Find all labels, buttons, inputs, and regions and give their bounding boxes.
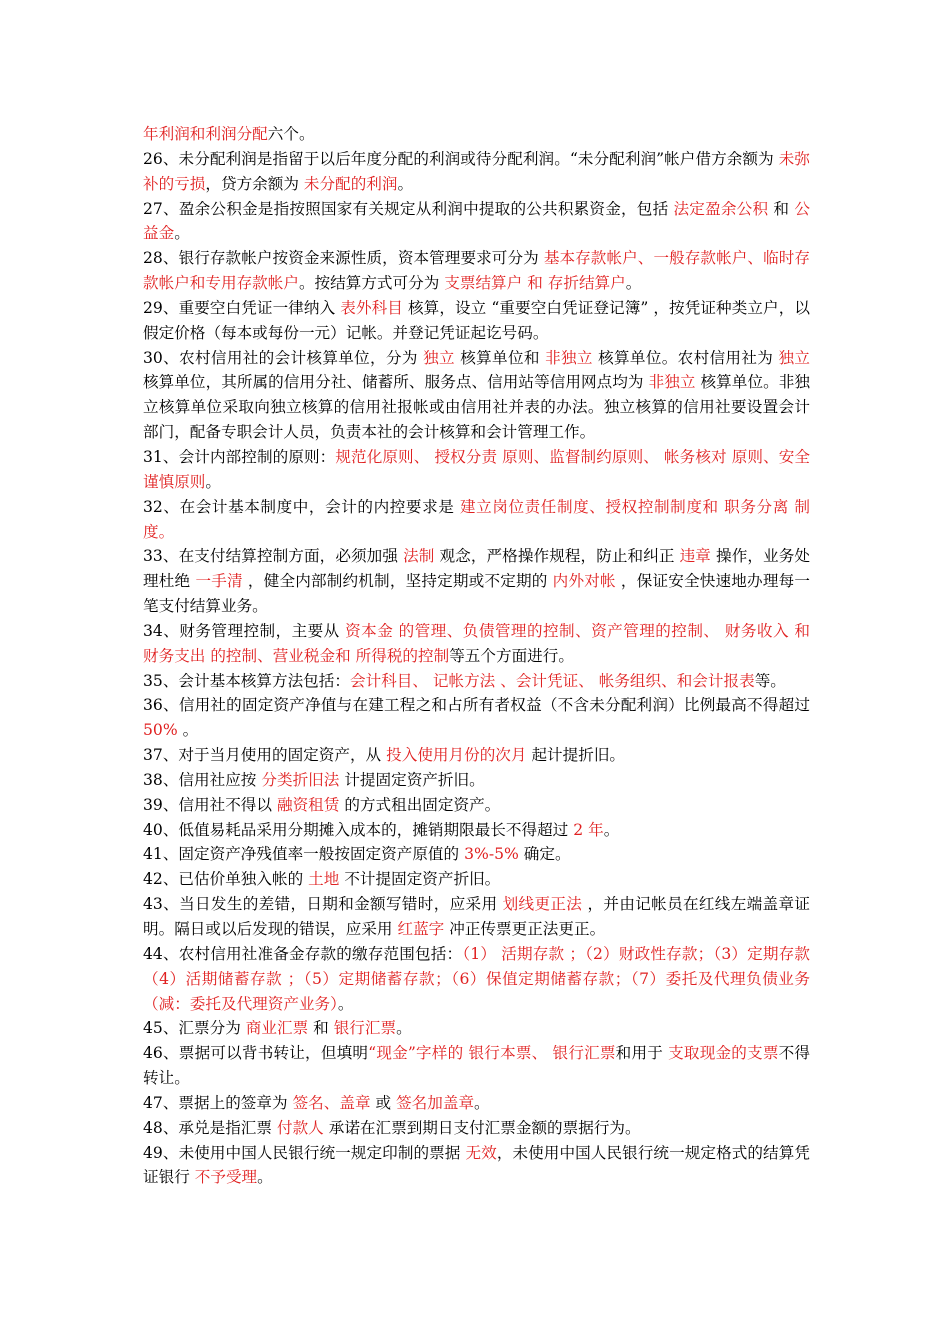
question-text: 核算单位。非独立核算单位采取向独立核算的信用社报帐或由信用社并表的办法。独立核算的信用社要设置会计部门，配备专职会计人员，负责本社的会计核算和会计管理工作。	[143, 373, 810, 442]
question-text: 36、信用社的固定资产净值与在建工程之和占所有者权益（不含未分配利润）比例最高不得超过	[143, 696, 810, 715]
question-text: 观念，严格操作规程，防止和纠正	[434, 547, 680, 566]
paragraph-12	[143, 743, 810, 768]
paragraph-17	[143, 867, 810, 892]
answer-text: 会计科目、 记帐方法 、会计凭证、 帐务组织、和会计报表	[349, 671, 755, 690]
answer-text: 存折结算户	[547, 274, 626, 293]
answer-text: 建立岗位责任制度、授权控制制度和 职务分离 制度。	[143, 497, 810, 541]
paragraph-10	[143, 669, 810, 694]
document-page	[143, 122, 810, 1190]
answer-text: 红蓝字	[397, 920, 445, 938]
answer-text: 土地	[308, 870, 340, 889]
question-text: 43、当日发生的差错，日期和金额写错时，应采用	[143, 895, 503, 914]
answer-text: 未分配的利润	[303, 174, 398, 193]
question-text: 35、会计基本核算方法包括：	[143, 671, 350, 690]
question-text: 33、在支付结算控制方面，必须加强	[143, 547, 404, 566]
question-text: 不得转让。	[143, 1044, 810, 1088]
paragraph-20	[143, 1016, 810, 1041]
answer-text: 投入使用月份的次月	[386, 746, 527, 765]
answer-text: 非独立	[648, 373, 696, 392]
paragraph-15	[143, 818, 810, 843]
question-text: 冲正传票更正法更正。	[444, 920, 606, 938]
answer-text: 无效	[465, 1143, 497, 1162]
answer-text: 非独立	[545, 348, 593, 367]
question-text: 等五个方面进行。	[449, 646, 574, 665]
answer-text: 违章	[679, 547, 711, 566]
paragraph-5	[143, 346, 810, 445]
question-text: 和	[768, 199, 795, 218]
paragraph-4	[143, 296, 810, 346]
paragraph-3	[143, 246, 810, 296]
question-text: 45、汇票分为	[143, 1019, 246, 1038]
question-text: 核算单位。农村信用社为	[592, 348, 779, 367]
question-text: ，贷方余额为	[205, 174, 304, 193]
answer-text: 规范化原则、 授权分责 原则、监督制约原则、 帐务核对 原则、安全谨慎原则	[143, 447, 811, 491]
question-text: 26、未分配利润是指留于以后年度分配的利润或待分配利润。“未分配利润”帐户借方余额为	[143, 149, 779, 168]
paragraph-16	[143, 842, 810, 867]
paragraph-21	[143, 1041, 810, 1091]
question-text: 32、在会计基本制度中，会计的内控要求是	[143, 497, 460, 516]
answer-text: 分类折旧法	[261, 770, 340, 789]
question-text: 28、银行存款帐户按资金来源性质，资本管理要求可分为	[143, 249, 544, 268]
answer-text: 一手清	[195, 572, 243, 591]
question-text: 和	[308, 1019, 334, 1038]
question-text: 30、农村信用社的会计核算单位，分为	[143, 348, 424, 367]
question-text: 29、重要空白凭证一律纳入	[143, 298, 341, 317]
question-text: ，未使用中国人民银行统一规定格式的结算凭证银行	[143, 1143, 810, 1187]
question-text: 。	[474, 1093, 490, 1112]
question-text: 的方式租出固定资产。	[339, 795, 501, 814]
question-text: 和用于	[615, 1044, 669, 1063]
question-text: 40、低值易耗品采用分期摊入成本的，摊销期限最长不得超过	[143, 820, 574, 839]
paragraph-23	[143, 1116, 810, 1141]
question-text: ，健全内部制约机制，坚持定期或不定期的	[242, 572, 553, 591]
answer-text: 支取现金的支票	[668, 1044, 779, 1063]
question-text: 核算单位和	[454, 348, 546, 367]
question-text: 。	[177, 721, 199, 740]
answer-text: 商业汇票	[245, 1019, 309, 1038]
paragraph-22	[143, 1091, 810, 1116]
answer-text: 划线更正法	[502, 895, 583, 914]
answer-text: 50%	[143, 721, 178, 740]
paragraph-6	[143, 445, 810, 495]
question-text: 等。	[754, 671, 786, 690]
question-text: ，保证安全快速地办理每一笔支付结算业务。	[143, 572, 810, 616]
question-text: 。按结算方式可分为	[298, 274, 445, 293]
answer-text: 法定盈余公积	[673, 199, 769, 218]
paragraph-2	[143, 197, 810, 247]
answer-text: 基本存款帐户、一般存款帐户、临时存款帐户和专用存款帐户	[143, 249, 810, 293]
paragraph-9	[143, 619, 810, 669]
answer-text: 年利润和利润分配	[143, 125, 268, 143]
question-text: 27、盈余公积金是指按照国家有关规定从利润中提取的公共积累资金，包括	[143, 199, 674, 218]
question-text: 44、农村信用社准备金存款的缴存范围包括：	[143, 944, 463, 963]
paragraph-13	[143, 768, 810, 793]
paragraph-18	[143, 892, 810, 942]
answer-text: 支票结算户	[444, 274, 523, 293]
question-text: 47、票据上的签章为	[143, 1093, 293, 1112]
answer-text: 未弥补的亏损	[143, 149, 810, 193]
answer-text: 不予受理	[194, 1168, 258, 1187]
question-text: 操作，业务处理杜绝	[143, 547, 810, 591]
question-text: 41、固定资产净残值率一般按固定资产原值的	[143, 845, 465, 864]
paragraph-11	[143, 693, 810, 743]
paragraph-1	[143, 147, 810, 197]
answer-text: “现金”字样的 银行本票、 银行汇票	[368, 1044, 616, 1063]
answer-text: 2 年	[573, 820, 604, 839]
paragraph-0	[143, 122, 810, 147]
paragraph-7	[143, 495, 810, 545]
question-text: 。	[625, 274, 642, 293]
question-text: 48、承兑是指汇票	[143, 1118, 277, 1137]
answer-text: 和	[522, 274, 548, 293]
question-text: 承诺在汇票到期日支付汇票金额的票据行为。	[323, 1118, 641, 1137]
question-text: 。	[397, 174, 414, 193]
answer-text: 表外科目	[340, 298, 403, 317]
question-text: 核算，设立 “重要空白凭证登记簿” ，按凭证种类立户，以假定价格（每本或每份一元）记帐。并登记凭证起讫号码。	[143, 298, 810, 342]
question-text: 计提固定资产折旧。	[339, 770, 485, 789]
question-text: 42、已估价单独入帐的	[143, 870, 309, 889]
question-text: 34、财务管理控制，主要从	[143, 621, 346, 640]
question-text: 确定。	[518, 845, 571, 864]
paragraph-24	[143, 1141, 810, 1191]
question-text: 。	[396, 1019, 412, 1038]
question-text: 。	[603, 820, 620, 839]
answer-text: 签名、盖章	[292, 1093, 371, 1112]
paragraph-8	[143, 544, 810, 619]
question-text: ，并由记帐员在红线左端盖章证明。隔日或以后发现的错误，应采用	[143, 895, 810, 938]
question-text: 38、信用社应按	[143, 770, 262, 789]
question-text: 核算单位，其所属的信用分社、储蓄所、服务点、信用站等信用网点均为	[143, 373, 649, 392]
question-text: 。	[205, 472, 221, 491]
answer-text: （1） 活期存款 ；（2）财政性存款；（3）定期存款（4）活期储蓄存款 ；（5）定期储蓄存款；（6）保值定期储蓄存款；（7）委托及代理负债业务（减：委托及代理资产业务）	[143, 944, 811, 1013]
question-text: 39、信用社不得以	[143, 795, 277, 814]
question-text: 不计提固定资产折旧。	[339, 870, 501, 889]
question-text: 31、会计内部控制的原则：	[143, 447, 336, 466]
question-text: 。	[257, 1168, 273, 1187]
question-text: 。	[174, 224, 190, 243]
answer-text: 独立	[423, 348, 455, 367]
answer-text: 3%-5%	[464, 845, 519, 864]
answer-text: 资本金 的管理、负债管理的控制、资产管理的控制、 财务收入 和 财务支出 的控制、营业税金和 所得税的控制	[143, 621, 810, 665]
answer-text: 融资租赁	[276, 795, 340, 814]
answer-text: 付款人	[276, 1118, 324, 1137]
paragraph-14	[143, 793, 810, 818]
question-text: 。	[337, 994, 354, 1013]
answer-text: 签名加盖章	[396, 1093, 475, 1112]
answer-text: 独立	[778, 348, 810, 367]
question-text: 37、对于当月使用的固定资产，从	[143, 746, 387, 765]
question-text: 六个。	[267, 125, 315, 143]
question-text: 49、未使用中国人民银行统一规定印制的票据	[143, 1143, 466, 1162]
answer-text: 公益金	[143, 199, 810, 243]
question-text: 起计提折旧。	[526, 746, 626, 765]
answer-text: 内外对帐	[552, 572, 616, 591]
answer-text: 银行汇票	[333, 1019, 397, 1038]
paragraph-19	[143, 942, 810, 1017]
answer-text: 法制	[403, 547, 435, 566]
question-text: 46、票据可以背书转让，但填明	[143, 1044, 369, 1063]
question-text: 或	[370, 1093, 397, 1112]
